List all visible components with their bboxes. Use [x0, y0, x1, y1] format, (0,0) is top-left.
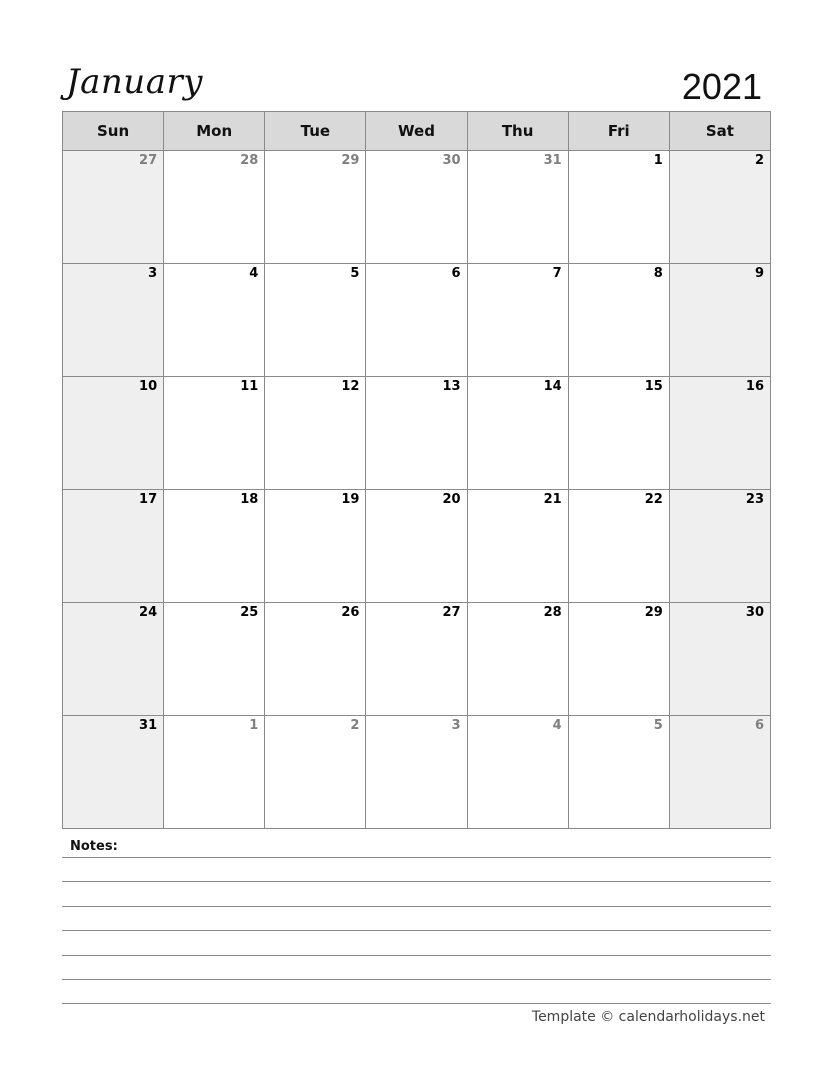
- day-cell: 28: [467, 603, 568, 716]
- notes-label: Notes:: [70, 839, 118, 854]
- weekday-header-sun: Sun: [63, 112, 164, 151]
- day-cell: 14: [467, 377, 568, 490]
- weekday-header-thu: Thu: [467, 112, 568, 151]
- day-cell: 21: [467, 490, 568, 603]
- day-cell: 10: [63, 377, 164, 490]
- week-row: [63, 151, 771, 264]
- day-cell: 4: [164, 264, 265, 377]
- day-cell: 27: [366, 603, 467, 716]
- day-cell: 6: [366, 264, 467, 377]
- day-cell: 1: [164, 716, 265, 829]
- day-cell: 22: [568, 490, 669, 603]
- day-cell: 9: [669, 264, 770, 377]
- week-row: [63, 716, 771, 829]
- template-credit: Template © calendarholidays.net: [531, 1009, 765, 1025]
- day-cell: 3: [366, 716, 467, 829]
- day-cell: 28: [164, 151, 265, 264]
- day-cell: 15: [568, 377, 669, 490]
- weekday-header-fri: Fri: [568, 112, 669, 151]
- day-cell: 29: [265, 151, 366, 264]
- day-cell: 5: [265, 264, 366, 377]
- day-cell: 5: [568, 716, 669, 829]
- day-cell: 26: [265, 603, 366, 716]
- notes-line: [62, 906, 771, 907]
- day-cell: 29: [568, 603, 669, 716]
- notes-line: [62, 930, 771, 931]
- day-cell: 23: [669, 490, 770, 603]
- day-cell: 30: [669, 603, 770, 716]
- week-row: [63, 264, 771, 377]
- day-cell: 16: [669, 377, 770, 490]
- day-cell: 3: [63, 264, 164, 377]
- notes-line: [62, 881, 771, 882]
- week-row: [63, 490, 771, 603]
- day-cell: 31: [467, 151, 568, 264]
- notes-line: [62, 857, 771, 858]
- day-cell: 12: [265, 377, 366, 490]
- notes-line: [62, 979, 771, 980]
- day-cell: 8: [568, 264, 669, 377]
- day-cell: 4: [467, 716, 568, 829]
- weekday-header-sat: Sat: [669, 112, 770, 151]
- notes-line: [62, 1003, 771, 1004]
- week-row: [63, 603, 771, 716]
- week-row: [63, 377, 771, 490]
- weekday-header-wed: Wed: [366, 112, 467, 151]
- weekday-header-tue: Tue: [265, 112, 366, 151]
- calendar-body: [63, 151, 771, 829]
- day-cell: 30: [366, 151, 467, 264]
- weekday-header-row: [63, 112, 771, 151]
- day-cell: 17: [63, 490, 164, 603]
- day-cell: 2: [265, 716, 366, 829]
- day-cell: 19: [265, 490, 366, 603]
- day-cell: 11: [164, 377, 265, 490]
- day-cell: 31: [63, 716, 164, 829]
- day-cell: 25: [164, 603, 265, 716]
- year-title: 2021: [681, 66, 762, 107]
- month-title: January: [66, 62, 203, 102]
- day-cell: 18: [164, 490, 265, 603]
- day-cell: 27: [63, 151, 164, 264]
- day-cell: 24: [63, 603, 164, 716]
- weekday-header-mon: Mon: [164, 112, 265, 151]
- notes-line: [62, 955, 771, 956]
- day-cell: 1: [568, 151, 669, 264]
- day-cell: 2: [669, 151, 770, 264]
- calendar-grid: [62, 111, 771, 829]
- day-cell: 7: [467, 264, 568, 377]
- day-cell: 20: [366, 490, 467, 603]
- day-cell: 13: [366, 377, 467, 490]
- day-cell: 6: [669, 716, 770, 829]
